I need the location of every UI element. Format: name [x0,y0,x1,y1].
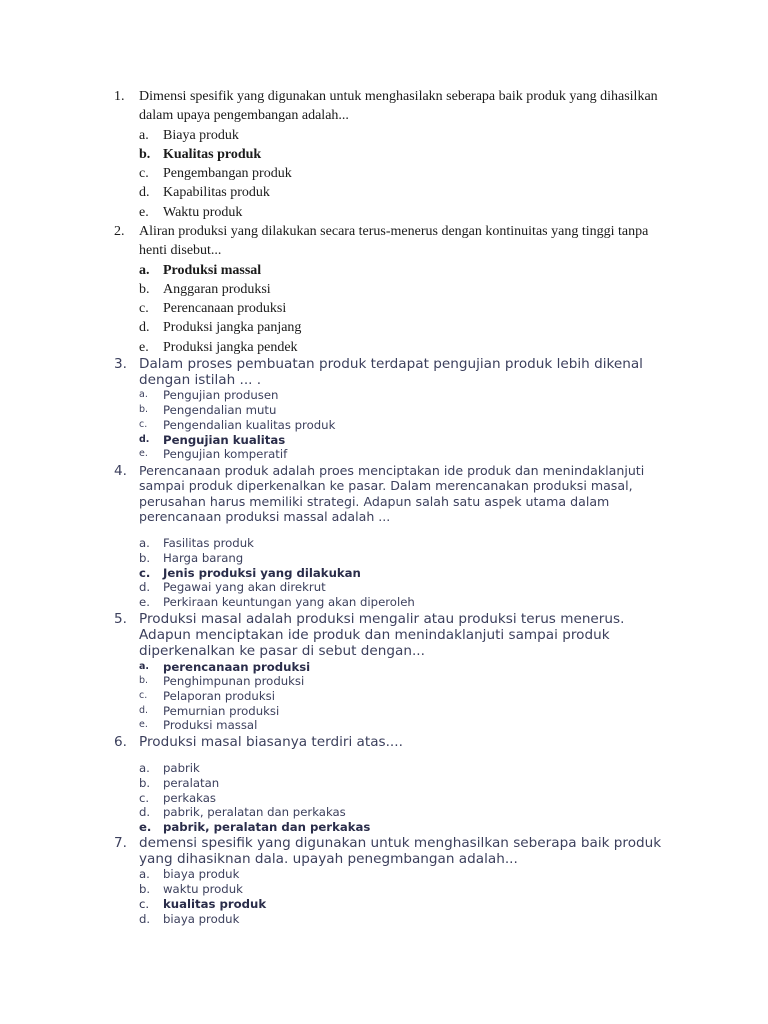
option-d: d. Produksi jangka panjang [139,320,302,336]
question-number: 5. [114,611,127,627]
question-2 [114,222,674,357]
option-d: d. Pegawai yang akan direkrut [139,580,326,595]
question-4 [114,463,674,610]
question-text: Aliran produksi yang dilakukan secara terus-menerus dengan kontinuitas yang tinggi tanpa henti disebut... [139,224,649,259]
question-number: 4. [114,463,127,479]
option-e: e. Produksi jangka pendek [139,339,298,355]
option-c: c. Pengendalian kualitas produk [139,417,336,432]
question-number: 2. [114,224,125,239]
option-a-answer: a. Produksi massal [139,262,262,278]
option-b: b. Penghimpunan produksi [139,674,305,689]
option-d: d. Kapabilitas produk [139,185,270,201]
option-e-answer: e. pabrik, peralatan dan perkakas [139,820,371,835]
option-c-answer: c. kualitas produk [139,896,267,911]
option-e: e. Waktu produk [139,204,243,220]
question-text: Perencanaan produk adalah proes menciptakan ide produk dan menindaklanjuti sampai produk diperkenalkan ke pasar. Dalam merencanakan produksi masal, perusahan harus memiliki strategi. Adapun salah satu aspek utama dalam perencanaan produksi massal adalah ... [139,463,645,524]
option-d: d. biaya produk [139,911,240,926]
question-6 [114,734,674,835]
question-text: Produksi masal biasanya terdiri atas.... [139,734,403,750]
option-c: c. Pelaporan produksi [139,689,275,704]
option-d: d. pabrik, peralatan dan perkakas [139,805,346,820]
question-5 [114,611,674,733]
option-b: b. peralatan [139,775,220,790]
option-c: c. perkakas [139,790,216,805]
question-7 [114,835,674,926]
option-b: b. Pengendalian mutu [139,403,277,418]
option-b: b. Anggaran produksi [139,281,271,297]
option-a: a. Fasilitas produk [139,536,254,551]
option-a: a. biaya produk [139,867,240,882]
question-text: Dimensi spesifik yang digunakan untuk menghasilakn seberapa baik produk yang dihasilkan dalam upaya pengembangan adalah... [139,89,658,124]
question-text: Dalam proses pembuatan produk terdapat pengujian produk lebih dikenal dengan istilah ... . [139,356,643,389]
option-e: e. Pengujian komperatif [139,447,288,462]
question-number: 6. [114,734,127,750]
question-3 [114,356,674,462]
question-number: 7. [114,835,127,851]
option-a: a. Biaya produk [139,127,239,143]
option-d: d. Pemurnian produksi [139,703,280,718]
option-b: b. waktu produk [139,882,243,897]
question-number: 3. [114,356,127,372]
option-e: e. Produksi massal [139,718,258,733]
option-b-answer: b. Kualitas produk [139,146,262,162]
option-c-answer: c. Jenis produksi yang dilakukan [139,565,361,580]
question-number: 1. [114,89,125,104]
option-e: e. Perkiraan keuntungan yang akan diperoleh [139,595,415,609]
question-text: demensi spesifik yang digunakan untuk menghasilkan seberapa baik produk yang dihasiknan dala. upayah penegmbangan adalah... [139,835,662,868]
question-text: Produksi masal adalah produksi mengalir atau produksi terus menerus. Adapun menciptakan ide produk dan menindaklanjuti sampai produk diperkenalkan ke pasar di sebut dengan... [139,611,625,660]
option-d-answer: d. Pengujian kualitas [139,432,286,447]
option-b: b. Harga barang [139,550,244,565]
option-c: c. Pengembangan produk [139,166,292,182]
option-a-answer: a. perencanaan produksi [139,659,311,674]
option-a: a. Pengujian produsen [139,388,279,403]
option-c: c. Perencanaan produksi [139,301,287,317]
option-a: a. pabrik [139,761,200,776]
question-1 [114,87,674,222]
